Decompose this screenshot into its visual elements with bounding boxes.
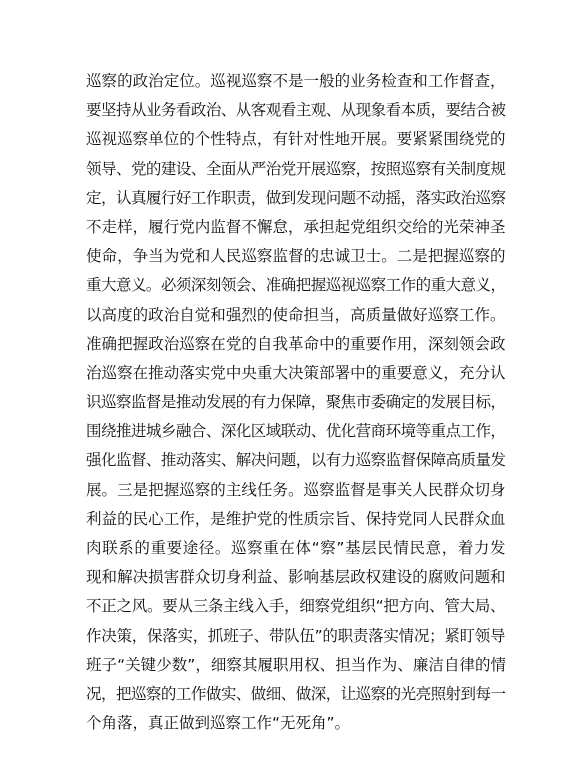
text-line: 不走样，履行党内监督不懈怠，承担起党组织交给的光荣神圣 [86,217,506,236]
text-line: 领导、党的建设、全面从严治党开展巡察，按照巡察有关制度规 [86,159,506,178]
text-line: 班子“关键少数”，细察其履职用权、担当作为、廉洁自律的情 [86,655,507,674]
text-line: 识巡察监督是推动发展的有力保障，聚焦市委确定的发展目标， [86,393,506,412]
text-line: 况，把巡察的工作做实、做细、做深，让巡察的光亮照射到每一 [86,684,506,703]
text-line: 以高度的政治自觉和强烈的使命担当，高质量做好巡察工作。 [86,305,506,324]
text-line: 肉联系的重要途径。巡察重在体“察”基层民情民意，着力发 [86,539,507,557]
text-line: 展。三是把握巡察的主线任务。巡察监督是事关人民群众切身 [86,480,506,499]
text-line: 使命，争当为党和人民巡察监督的忠诚卫士。二是把握巡察的 [86,247,506,266]
text-line: 现和解决损害群众切身利益、影响基层政权建设的腐败问题和 [86,568,506,587]
body-paragraph [86,67,506,738]
text-line: 利益的民心工作，是维护党的性质宗旨、保持党同人民群众血 [86,509,506,528]
text-line: 准确把握政治巡察在党的自我革命中的重要作用，深刻领会政 [86,334,506,353]
text-line: 巡察的政治定位。巡视巡察不是一般的业务检查和工作督查， [86,72,506,90]
text-line: 个角落，真正做到巡察工作“无死角”。 [86,714,351,733]
text-line: 巡视巡察单位的个性特点，有针对性地开展。要紧紧围绕党的 [86,130,506,149]
text-line: 围绕推进城乡融合、深化区域联动、优化营商环境等重点工作， [86,422,506,441]
text-line: 要坚持从业务看政治、从客观看主观、从现象看本质，要结合被 [86,101,506,120]
text-line: 不正之风。要从三条主线入手，细察党组织“把方向、管大局、 [86,597,506,616]
text-line: 作决策，保落实，抓班子、带队伍”的职责落实情况；紧盯领导 [86,626,506,645]
text-line: 定，认真履行好工作职责，做到发现问题不动摇，落实政治巡察 [86,188,506,207]
text-line: 重大意义。必须深刻领会、准确把握巡视巡察工作的重大意义， [86,276,506,295]
text-line: 强化监督、推动落实、解决问题，以有力巡察监督保障高质量发 [86,451,506,470]
text-line: 治巡察在推动落实党中央重大决策部署中的重要意义，充分认 [86,363,506,382]
